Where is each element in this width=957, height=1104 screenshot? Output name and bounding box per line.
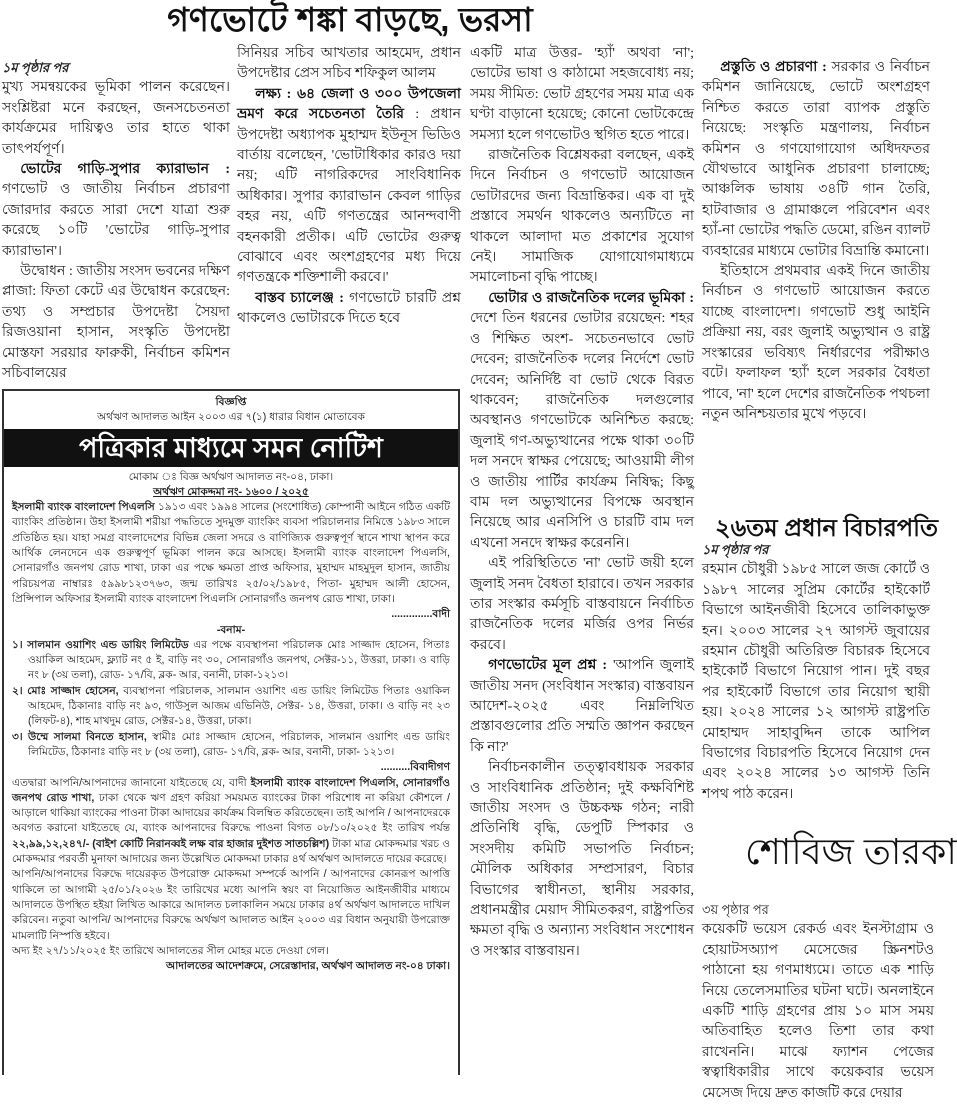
paragraph-text: গণভোট ও জাতীয় নির্বাচন প্রচারণা জোরদার করতে সারা দেশে যাত্রা শুরু করেছে ১০টি 'ভোটের গাড়ি-সুপার ক্যারাভান'। bbox=[2, 182, 230, 259]
notice-title: পত্রিকার মাধ্যমে সমন নোটিশ bbox=[4, 429, 458, 467]
defendant-item bbox=[12, 638, 450, 684]
defendant-name: ২। মোঃ সাজ্জাদ হোসেন, bbox=[12, 684, 119, 697]
column-2 bbox=[237, 44, 461, 386]
column-1 bbox=[2, 58, 230, 386]
paragraph-text: গণভোটে চারটি প্রশ্ন থাকলেও ভোটারকে দিতে হবে bbox=[237, 290, 461, 327]
paragraph: নির্বাচনকালীন তত্ত্বাবধায়ক সরকার ও সাংবিধানিক প্রতিষ্ঠান; দুই কক্ষবিশিষ্ট জাতীয় সংসদ ও উচ্চকক্ষ গঠন; নারী প্রতিনিধি বৃদ্ধি, ডেপুটি স্পিকার ও সংসদীয় কমিটি সভাপতি নির্বাচন; মৌলিক অধিকার সম্প্রসারণ, বিচার বিভাগের স্বাধীনতা, স্থানীয় সরকার, প্রধানমন্ত্রীর মেয়াদ সীমিতকরণ, রাষ্ট্রপতির ক্ষমতা বৃদ্ধি ও অন্যান্য সংবিধান সংশোধন ও সংস্কার বাস্তবায়ন। bbox=[470, 760, 694, 959]
notice-body bbox=[4, 500, 458, 974]
paragraph: একটি মাত্র উত্তর- 'হ্যাঁ' অথবা 'না'; ভোটের ভাষা ও কাঠামো সহজবোধ্য নয়; সময় সীমিত: ভোট গ্রহণের সময় মাত্র এক ঘণ্টা বাড়ানো হয়েছে; কোনো ভোটকেন্দ্রে সমস্যা হলে গণভোটও স্থগিত হতে পারে। bbox=[470, 46, 694, 143]
paragraph-lead: প্রস্তুতি ও প্রচারণা : bbox=[720, 60, 827, 75]
defendant-text: ব্যবস্থাপনা পরিচালক, সালমান ওয়াশিং এন্ড ডায়িং লিমিটেড পিতাঃ ওয়াকিল আহমেদ, ঠিকানাঃ বাড়ি নং ৯৩, গাউসুল আজম এভিনিউ, সেক্টর- ১৪, উত্তরা, ঢাকা। ও বাড়ি নং ২৩ (লিফট-৪), শাহ মাখদুম রোড, সেক্টর-১৪, উত্তরা, ঢাকা। bbox=[28, 684, 450, 728]
paragraph: ইতিহাসে প্রথমবার একই দিনে জাতীয় নির্বাচন ও গণভোট আয়োজন করতে যাচ্ছে বাংলাদেশ। গণভোট শুধু আইনি প্রক্রিয়া নয়, বরং জুলাই অভ্যুত্থান ও রাষ্ট্র সংস্কারের ভবিষ্যৎ নির্ধারণের পরীক্ষাও বটে। ফলাফল 'হ্যাঁ' হলে সরকার বৈধতা পাবে, 'না' হলে দেশের রাজনৈতিক পথচলা নতুন অনিশ্চয়তার মুখে পড়বে। bbox=[702, 264, 930, 422]
defendant-item bbox=[12, 684, 450, 730]
paragraph-lead: ভোটার ও রাজনৈতিক দলের ভূমিকা : bbox=[488, 290, 694, 306]
versus-label: -বনাম- bbox=[216, 623, 246, 636]
notice-paragraph: অদ্য ইং ২৭/১১/২০২৫ ইং তারিখে আদালতের সীল মোহর মতে দেওয়া গেল। bbox=[12, 944, 329, 957]
paragraph bbox=[470, 656, 694, 758]
notice-text: এতদ্বারা আপনি/আপনাদের জানানো যাইতেছে যে, বাদী bbox=[12, 776, 251, 789]
paragraph-lead: গণভোটের মূল প্রশ্ন : bbox=[488, 658, 607, 674]
story-showbiz bbox=[702, 900, 934, 1101]
paragraph-text: দেশে তিন ধরনের ভোটার রয়েছেন: শহর ও শিক্ষিত অংশ- সচেতনভাবে ভোট দেবেন; রাজনৈতিক দলের নির্দেশে ভোট দেবেন; অনির্দিষ্ট বা ভোট থেকে বিরত থাকবেন; রাজনৈতিক দলগুলোর অবস্থানও গণভোটকে অনিশ্চিত করছে: জুলাই গণ-অভ্যুত্থানের পক্ষে থাকা ৩০টি দল সনদে স্বাক্ষর পেয়েছে; আওয়ামী লীগ ও জাতীয় পার্টির কার্যক্রম নিষিদ্ধ; কিছু বাম দল অভ্যুত্থানের বিপক্ষে অবস্থান নিয়েছে আর এনসিপি ও চারটি বাম দল এখনো সনদে স্বাক্ষর করেননি। bbox=[470, 311, 694, 551]
paragraph bbox=[237, 85, 461, 289]
notice-paragraph bbox=[12, 776, 450, 868]
paragraph bbox=[702, 58, 930, 262]
paragraph: মুখ্য সমন্বয়কের ভূমিকা পালন করেছেন। সংশ্লিষ্টরা মনে করছেন, জনসচেতনতা কার্যক্রমের দায়িত্বও তার হাতে থাকা তাৎপর্যপূর্ণ। bbox=[2, 80, 230, 157]
page-headline: গণভোটে শঙ্কা বাড়ছে, ভরসা bbox=[167, 1, 533, 38]
paragraph-lead: ভোটের গাড়ি-সুপার ক্যারাভান : bbox=[20, 162, 230, 178]
story-headline-chief-justice: ২৬তম প্রধান বিচারপতি bbox=[715, 515, 939, 542]
notice-case-number: অর্থঋণ মোকদ্দমা নং- ১৬০০ / ২০২৫ bbox=[153, 485, 309, 498]
defendants-tag: ..........বিবাদীগণ bbox=[380, 761, 450, 774]
paragraph bbox=[470, 289, 694, 554]
notice-paragraph: আপনি/আপনাদের বিরুদ্ধে দায়েরকৃত উপরোক্ত মোকদ্দমা সম্পর্কে আপনি / আপনাদের কোনরূপ আপত্তি থাকিলে তা আগামী ২৫/০১/২০২৬ ইং তারিখের মধ্যে আপনি স্বয়ং বা নিয়োজিত আইনজীবীর মাধ্যমে আদালতে উপস্থিত হইয়া লিখিত আকারে আদালত চলাকালিন সময়ে ঢাকার ৪র্থ অর্থঋণ আদালতে দাখিল করিবেন। নতুবা আপনি/ আপনাদের বিরুদ্ধে অর্থঋণ আদালত আইন ২০০৩ এর বিধান অনুযায়ী উপরোক্ত মামলাটি নিস্পত্তি হইবে। bbox=[12, 868, 450, 942]
defendant-name: ৩। উম্মে সালমা বিনতে হাসান, bbox=[12, 730, 147, 743]
paragraph: উদ্বোধন : জাতীয় সংসদ ভবনের দক্ষিণ প্লাজা: ফিতা কেটে এর উদ্বোধন করেছেন: তথ্য ও সম্প্রচার উপদেষ্টা সৈয়দা রিজওয়ানা হাসান, সংস্কৃতি উপদেষ্টা মোস্তফা সরয়ার ফারুকী, নির্বাচন কমিশন সচিবালয়ের bbox=[2, 264, 230, 382]
notice-text: ঢাকা থেকে ঋণ গ্রহণ করিয়া সময়মত ব্যাংকের টাকা পরিশোধ না করিয়া কৌশলে / আড়ালে থাকিয়া ব্যাংকের পাওনা টাকা আদায়ের কার্যক্রম বিলম্বিত করিতেছেন। তাই আপনি / আপনাদেরকে অবগত করানো যাইতেছে যে, ব্যাংক আপনাদের বিরুদ্ধে পাওনা বিগত ০৮/১০/২০২৫ ইং তারিখ পর্যন্ত bbox=[12, 791, 450, 835]
notice-label: বিজ্ঞপ্তি bbox=[215, 396, 247, 408]
notice-amount: ২২,৯৯,১২,২৪৭/- (বাইশ কোটি নিরানব্বই লক্ষ বার হাজার দুইশত সাতচল্লিশ) bbox=[12, 837, 330, 850]
plaintiff-text: ১৯১৩ এবং ১৯৯৪ সালের (সংশোধিত) কোম্পানী আইনে গঠিত একটি ব্যাংকিং প্রতিষ্ঠান। উহা ইসলামী শরীয়া পদ্ধতিতে সুদমুক্ত ব্যাংকিং ব্যবসা পরিচালনার নিমিত্তে ১৯৮৩ সালে প্রতিষ্ঠিত হয়। যাহা সমগ্র বাংলাদেশের বিভিন্ন জেলা সদরে ও বাণিজ্যিক গুরুত্বপূর্ণ স্থানে শাখা স্থাপন করে আর্থিক লেনদেনে এক গুরুত্বপূর্ণ ভূমিকা পালন করে আসছে। ইসলামী ব্যাংক বাংলাদেশ পিএলসি, সোনারগাঁও জনপথ রোড শাখা, ঢাকা এর পক্ষে ক্ষমতা প্রাপ্ত অফিসার, মুহাম্মদ মাহমুদুল হাসান, জাতীয় পরিচয়পত্র নাম্বারঃ ৫৯৯৮১২৩৭৬৩, জন্ম তারিখঃ ২৫/০২/১৯৮৫, পিতা- মুহাম্মদ আলী হোসেন, প্রিন্সিপাল অফিসার ইসলামী ব্যাংক বাংলাদেশ পিএলসি সোনারগাঁও জনপথ রোড শাখা, ঢাকা। bbox=[12, 501, 450, 605]
paragraph: সিনিয়র সচিব আখতার আহমেদ, প্রধান উপদেষ্টার প্রেস সচিব শফিকুল আলম bbox=[237, 46, 461, 82]
paragraph: রহমান চৌধুরী ১৯৮৫ সালে জজ কোর্টে ও ১৯৮৭ সালের সুপ্রিম কোর্টের হাইকোর্ট বিভাগে আইনজীবী হিসেবে তালিকাভুক্ত হন। ২০০৩ সালের ২৭ আগস্ট জুবায়ের রহমান চৌধুরী অতিরিক্ত বিচারক হিসেবে হাইকোর্ট বিভাগে নিয়োগ পান। দুই বছর পর হাইকোর্ট বিভাগে তার নিয়োগ স্থায়ী হয়। ২০২৪ সালের ১২ আগস্ট রাষ্ট্রপতি মোহাম্মদ সাহাবুদ্দিন তাকে আপিল বিভাগের বিচারপতি হিসেবে নিয়োগ দেন এবং ২০২৪ সালের ১৩ আগস্ট তিনি শপথ পাঠ করেন। bbox=[702, 562, 930, 802]
defendant-item bbox=[12, 730, 450, 761]
paragraph-text: : প্রধান উপদেষ্টা অধ্যাপক মুহাম্মদ ইউনূস ভিডিও বার্তায় বলেছেন, 'ভোটাধিকার কারও দয়া নয়; এটি নাগরিকদের সাংবিধানিক অধিকার। সুপার ক্যারাভান কেবল গাড়ির বহর নয়, এটি গণতন্ত্রের আনন্দবাণী বহনকারী প্রতীক। এটি ভোটের গুরুত্ব বোঝাবে এবং অংশগ্রহণের মধ্য দিয়ে গণতন্ত্রকে শক্তিশালী করবে।' bbox=[237, 107, 461, 286]
plaintiff-name: ইসলামী ব্যাংক বাংলাদেশ পিএলসি bbox=[12, 501, 155, 514]
paragraph: রাজনৈতিক বিশ্লেষকরা বলছেন, একই দিনে নির্বাচন ও গণভোট আয়োজন ভোটারদের জন্য বিভ্রান্তিকর। এক বা দুই প্রস্তাবে সমর্থন থাকলেও অন্যটিতে না থাকলে আলাদা মত প্রকাশের সুযোগ নেই। সামাজিক যোগাযোগমাধ্যমে সমালোচনা বৃদ্ধি পাচ্ছে। bbox=[470, 148, 694, 286]
paragraph bbox=[2, 160, 230, 262]
paragraph-text: 'আপনি জুলাই জাতীয় সনদ (সংবিধান সংস্কার) বাস্তবায়ন আদেশ-২০২৫ এবং নিম্নলিখিত প্রস্তাবগুলোর প্রতি সম্মতি জ্ঞাপন করছেন কি না?' bbox=[470, 658, 694, 755]
paragraph-lead: বাস্তব চ্যালেঞ্জ : bbox=[255, 290, 344, 306]
defendant-text: স্বামীঃ মোঃ সাজ্জাদ হোসেন, পরিচালক, সালমান ওয়াশিং এন্ড ডায়িং লিমিটেড, ঠিকানাঃ বাড়ি নং ৮ (৩য় তলা), রোড- ১৭/বি, ব্লক- আর, বনানী, ঢাকা- ১২১৩। bbox=[28, 730, 450, 758]
notice-law-line: অর্থঋণ আদালত আইন ২০০৩ এর ৭(১) ধারার বিধান মোতাবেক bbox=[97, 411, 365, 424]
paragraph-text: সরকার ও নির্বাচন কমিশন জানিয়েছে, ভোটে অংশগ্রহণ নিশ্চিত করতে তারা ব্যাপক প্রস্তুতি নিয়েছে: সংস্কৃতি মন্ত্রণালয়, নির্বাচন কমিশন ও গণযোগাযোগ অধিদফতর যৌথভাবে আধুনিক প্রচারণা চালাচ্ছে; আঞ্চলিক ভাষায় ৩৪টি গান তৈরি, হাটবাজার ও গ্রামাঞ্চলে পরিবেশন এবং হ্যাঁ-না ভোটের পদ্ধতি ডেমো, রঙিন ব্যালট ব্যবহারের মাধ্যমে ভোটার বিভ্রান্তি কমানো। bbox=[702, 60, 930, 259]
notice-text: টাকা মাত্র মোকদ্দমার খরচ ও মোকদ্দমার পরবর্তী মুনাফা আদায়ের জন্য উল্লেখিত মোকদ্দমা ঢাকার ৪র্থ অর্থঋণ আদালতে দায়ের করেছে। bbox=[12, 837, 450, 866]
defendant-text: এর পক্ষে ব্যবস্থাপনা পরিচালক মোঃ সাজ্জাদ হোসেন, পিতাঃ ওয়াকিল আহমেদ, ফ্ল্যাট নং ৫ ই, বাড়ি নং ৩০, সোনারগাঁও জনপথ, সেক্টর-১১, উত্তরা, ঢাকা। ও বাড়ি নং ৮ (৩য় তলা), রোড- ১৭/বি, ব্লক- আর, বনানী, ঢাকা-১২১৩। bbox=[28, 638, 450, 682]
paragraph-lead: লক্ষ্য : ৬৪ জেলা ও ৩০০ উপজেলা ভ্রমণ করে সচেতনতা তৈরি bbox=[237, 86, 461, 123]
paragraph: কয়েকটি ভয়েস রেকর্ড এবং ইনস্টাগ্রাম ও হোয়াটসঅ্যাপ মেসেজের স্ক্রিনশটও পাঠানো হয় গণমাধ্যমে। তাতে এক শাড়ি নিয়ে তেলেসমাতির ঘটনা ঘটে। অনলাইনে একটি শাড়ি গ্রহণের প্রায় ১০ মাস সময় অতিবাহিত হলেও তিশা তার কথা রাখেননি। মাঝে ফ্যাশন পেজের স্বত্বাধিকারীর সাথে কয়েকবার ভয়েস মেসেজ দিয়ে দ্রুত কাজটি করে দেয়ার bbox=[702, 922, 934, 1101]
story-chief-justice bbox=[702, 540, 930, 802]
notice-bank-name: ইসলামী ব্যাংক বাংলাদেশ পিএলসি, সোনারগাঁও জনপথ রোড শাখা, bbox=[12, 776, 450, 804]
continued-label: ১ম পৃষ্ঠার পর bbox=[702, 542, 769, 557]
column-4 bbox=[702, 58, 930, 508]
story-headline-showbiz: শোবিজ তারকা bbox=[745, 831, 957, 872]
continued-label: ১ম পৃষ্ঠার পর bbox=[2, 60, 69, 75]
paragraph bbox=[237, 289, 461, 330]
plaintiff-tag: ..............বাদী bbox=[391, 608, 450, 621]
paragraph: এই পরিস্থিতিতে 'না' ভোট জয়ী হলে জুলাই সনদ বৈধতা হারাবে। তখন সরকার তার সংস্কার কর্মসূচি বাস্তবায়নে নির্বাচিত রাজনৈতিক দলের মর্জির ওপর নির্ভর করবে। bbox=[470, 556, 694, 653]
court-summons-notice bbox=[2, 389, 460, 1075]
plaintiff-paragraph bbox=[12, 500, 450, 607]
defendant-name: ১। সালমান ওয়াশিং এন্ড ডায়িং লিমিটেড bbox=[12, 638, 189, 651]
notice-signoff: আদালতের আদেশক্রমে, সেরেস্তাদার, অর্থঋণ আদালত নং-০৪ ঢাকা। bbox=[166, 960, 450, 973]
column-3 bbox=[470, 44, 694, 1075]
notice-court: মোকাম ঃ বিজ্ঞ অর্থঋণ আদালত নং-০৪, ঢাকা। bbox=[128, 470, 334, 483]
continued-label: ৩য় পৃষ্ঠার পর bbox=[702, 902, 769, 917]
